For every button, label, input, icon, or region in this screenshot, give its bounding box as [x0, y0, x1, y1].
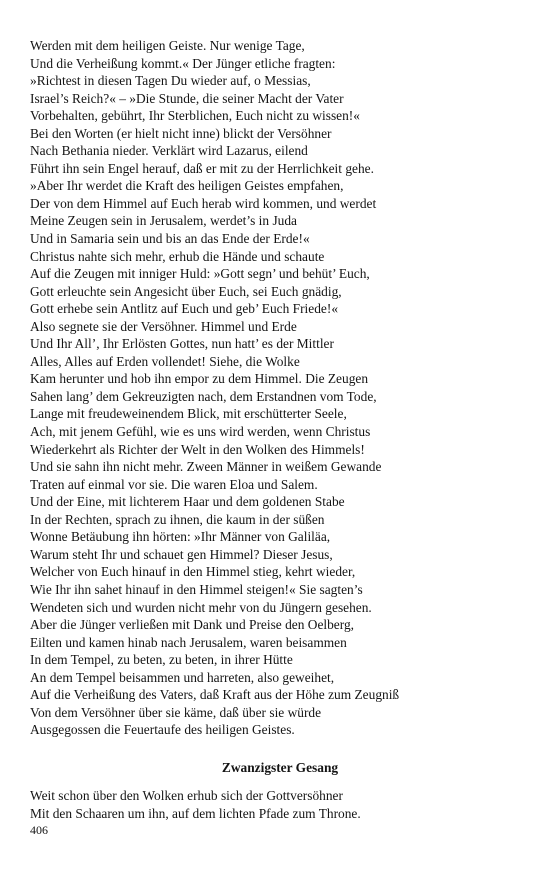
verse-line: Ach, mit jenem Gefühl, wie es uns wird werden, wenn Christus — [30, 424, 371, 440]
verse-line: Und die Verheißung kommt.« Der Jünger etliche fragten: — [30, 55, 336, 71]
verse-line: Weit schon über den Wolken erhub sich der Gottversöhner — [30, 788, 343, 804]
verse-line: Sahen lang’ dem Gekreuzigten nach, dem Erstandnen vom Tode, — [30, 388, 377, 404]
verse-line: Und Ihr All’, Ihr Erlösten Gottes, nun hatt’ es der Mittler — [30, 336, 334, 352]
canto-title: Zwanzigster Gesang — [221, 759, 339, 775]
verse-line: In der Rechten, sprach zu ihnen, die kaum in der süßen — [30, 511, 325, 527]
verse-line: Bei den Worten (er hielt nicht inne) blickt der Versöhner — [30, 125, 332, 141]
verse-line: Wiederkehrt als Richter der Welt in den Wolken des Himmels! — [30, 441, 365, 457]
book-page — [30, 37, 530, 823]
verse-line: Ausgegossen die Feuertaufe des heiligen Geistes. — [30, 722, 295, 738]
verse-line: Kam herunter und hob ihn empor zu dem Himmel. Die Zeugen — [30, 371, 369, 387]
verse-line: Auf die Verheißung des Vaters, daß Kraft aus der Höhe zum Zeugniß — [30, 687, 400, 703]
verse-line: Mit den Schaaren um ihn, auf dem lichten Pfade zum Throne. — [30, 805, 361, 821]
verse-line: Eilten und kamen hinab nach Jerusalem, waren beisammen — [30, 634, 347, 650]
verse-line: In dem Tempel, zu beten, zu beten, in ihrer Hütte — [30, 652, 293, 668]
verse-line: Der von dem Himmel auf Euch herab wird kommen, und werdet — [30, 195, 377, 211]
verse-line: Welcher von Euch hinauf in den Himmel stieg, kehrt wieder, — [30, 564, 356, 580]
verse-line: Wie Ihr ihn sahet hinauf in den Himmel steigen!« Sie sagten’s — [30, 581, 363, 597]
page-number: 406 — [30, 823, 48, 837]
verse-line: Traten auf einmal vor sie. Die waren Eloa und Salem. — [30, 476, 318, 492]
verse-line: Vorbehalten, gebührt, Ihr Sterblichen, Euch nicht zu wissen!« — [30, 108, 360, 124]
verse-line: Warum steht Ihr und schauet gen Himmel? Dieser Jesus, — [30, 546, 333, 562]
verse-line: Werden mit dem heiligen Geiste. Nur wenige Tage, — [30, 38, 305, 53]
verse-line: Lange mit freudeweinendem Blick, mit erschütterter Seele, — [30, 406, 347, 422]
verse-line: Auf die Zeugen mit inniger Huld: »Gott segn’ und behüt’ Euch, — [30, 266, 370, 282]
verse-line: Wendeten sich und wurden nicht mehr von du Jüngern gesehen. — [30, 599, 372, 615]
verse-line: Von dem Versöhner über sie käme, daß über sie würde — [30, 704, 322, 720]
verse-line: Gott erleuchte sein Angesicht über Euch, sei Euch gnädig, — [30, 283, 342, 299]
verse-line: Nach Bethania nieder. Verklärt wird Lazarus, eilend — [30, 143, 308, 159]
verse-line: Christus nahte sich mehr, erhub die Hände und schaute — [30, 248, 325, 264]
verse-line: An dem Tempel beisammen und harreten, also geweihet, — [30, 669, 335, 685]
main-verses — [30, 37, 530, 739]
verse-line: Und sie sahn ihn nicht mehr. Zween Männer in weißem Gewande — [30, 459, 382, 475]
canto-verses — [30, 787, 530, 822]
verse-line: Israel’s Reich?« – »Die Stunde, die seiner Macht der Vater — [30, 90, 344, 106]
verse-line: »Aber Ihr werdet die Kraft des heiligen Geistes empfahen, — [30, 178, 344, 194]
verse-line: Und in Samaria sein und bis an das Ende der Erde!« — [30, 231, 310, 247]
verse-line: Also segnete sie der Versöhner. Himmel und Erde — [30, 318, 297, 334]
verse-line: Gott erhebe sein Antlitz auf Euch und geb’ Euch Friede!« — [30, 301, 339, 317]
verse-line: Aber die Jünger verließen mit Dank und Preise den Oelberg, — [30, 617, 355, 633]
verse-line: Und der Eine, mit lichterem Haar und dem goldenen Stabe — [30, 494, 345, 510]
verse-line: »Richtest in diesen Tagen Du wieder auf, o Messias, — [30, 73, 311, 89]
verse-line: Alles, Alles auf Erden vollendet! Siehe, die Wolke — [30, 353, 300, 369]
verse-line: Wonne Betäubung ihn hörten: »Ihr Männer von Galiläa, — [30, 529, 331, 545]
verse-line: Meine Zeugen sein in Jerusalem, werdet’s in Juda — [30, 213, 297, 229]
verse-line: Führt ihn sein Engel herauf, daß er mit zu der Herrlichkeit gehe. — [30, 160, 374, 176]
